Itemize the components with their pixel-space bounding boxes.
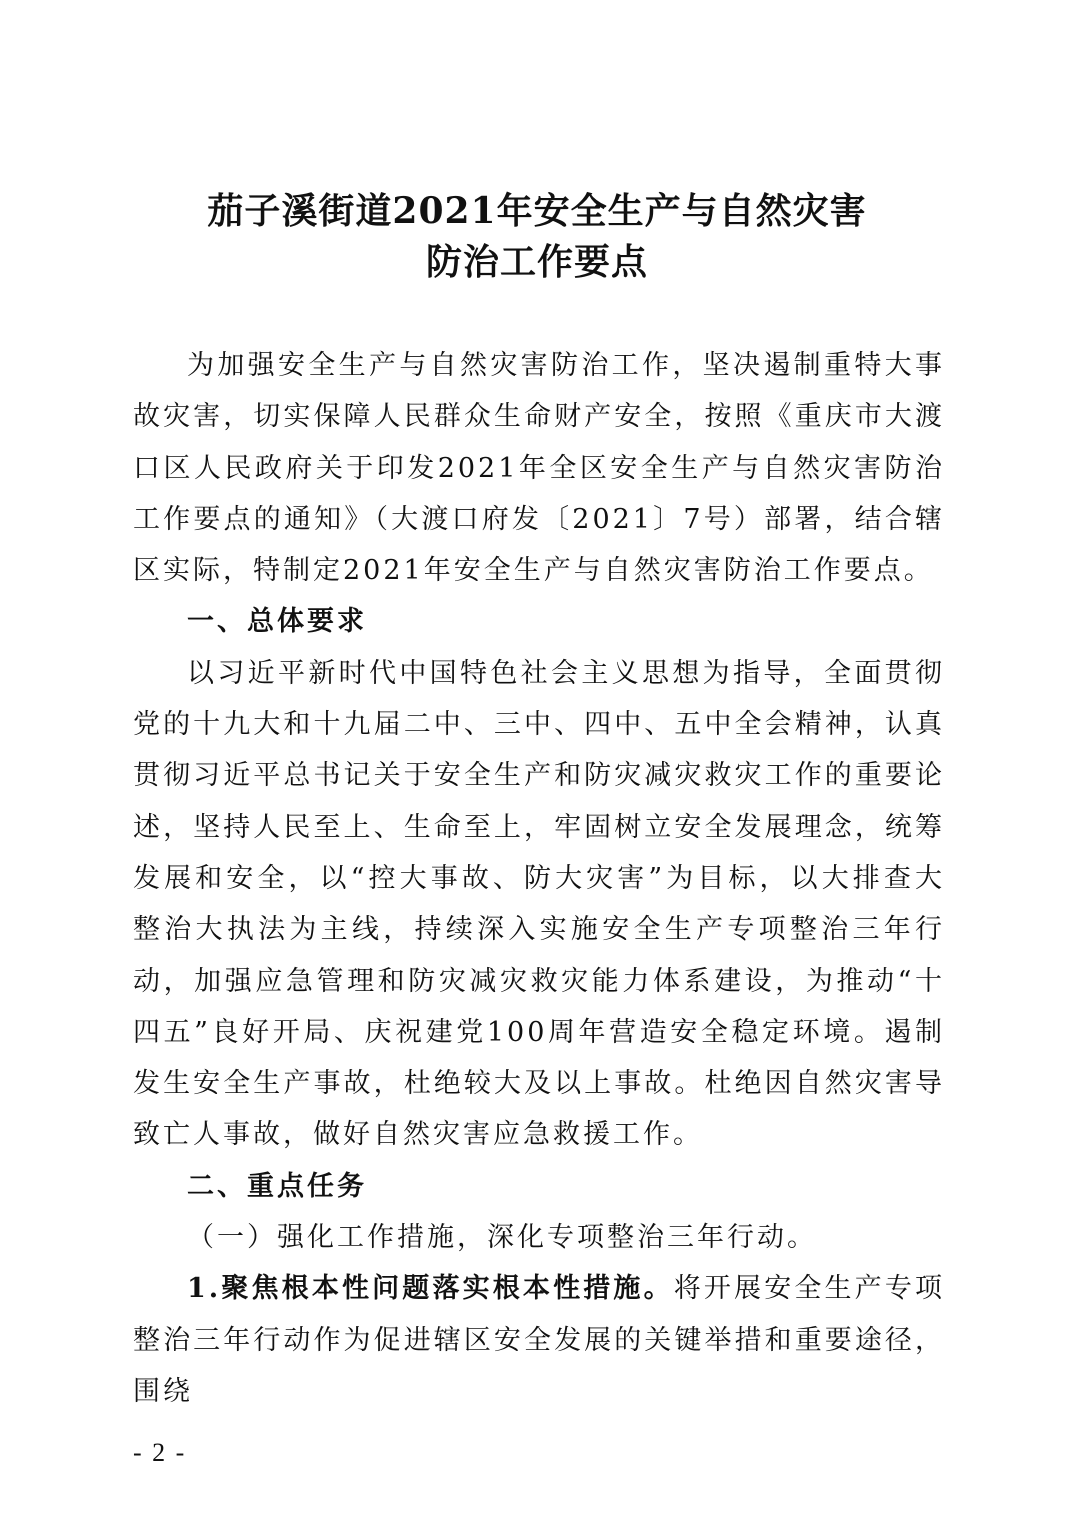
item-1-paragraph bbox=[133, 1263, 945, 1417]
document-title-line-1: 茄子溪街道2021年安全生产与自然灾害 bbox=[207, 190, 867, 232]
document-title-line-2: 防治工作要点 bbox=[425, 241, 648, 283]
section-heading-key-tasks: 二、重点任务 bbox=[187, 1170, 367, 1202]
general-requirements-paragraph: 以习近平新时代中国特色社会主义思想为指导，全面贯彻党的十九大和十九届二中、三中、四中、五中全会精神，认真贯彻习近平总书记关于安全生产和防灾减灾救灾工作的重要论述，坚持人民至上、生命至上，牢固树立安全发展理念，统筹发展和安全，以“控大事故、防大灾害”为目标，以大排查大整治大执法为主线，持续深入实施安全生产专项整治三年行动，加强应急管理和防灾减灾救灾能力体系建设，为推动“十四五”良好开局、庆祝建党100周年营造安全稳定环境。遏制发生安全生产事故，杜绝较大及以上事故。杜绝因自然灾害导致亡人事故，做好自然灾害应急救援工作。 bbox=[133, 657, 945, 1151]
page-number: - 2 - bbox=[133, 1438, 187, 1467]
document-body bbox=[133, 340, 945, 1417]
item-1-lead: 1.聚焦根本性问题落实根本性措施。 bbox=[187, 1273, 674, 1305]
item-1-text: 将开展安全生产专项整治三年行动作为促进辖区安全发展的关键举措和重要途径，围绕 bbox=[133, 1273, 946, 1407]
intro-paragraph: 为加强安全生产与自然灾害防治工作，坚决遏制重特大事故灾害，切实保障人民群众生命财产安全，按照《重庆市大渡口区人民政府关于印发2021年全区安全生产与自然灾害防治工作要点的通知》（大渡口府发〔2021〕7号）部署，结合辖区实际，特制定2021年安全生产与自然灾害防治工作要点。 bbox=[133, 350, 945, 587]
section-heading-general-requirements: 一、总体要求 bbox=[187, 606, 367, 638]
subsection-heading-1: （一）强化工作措施，深化专项整治三年行动。 bbox=[187, 1222, 817, 1254]
